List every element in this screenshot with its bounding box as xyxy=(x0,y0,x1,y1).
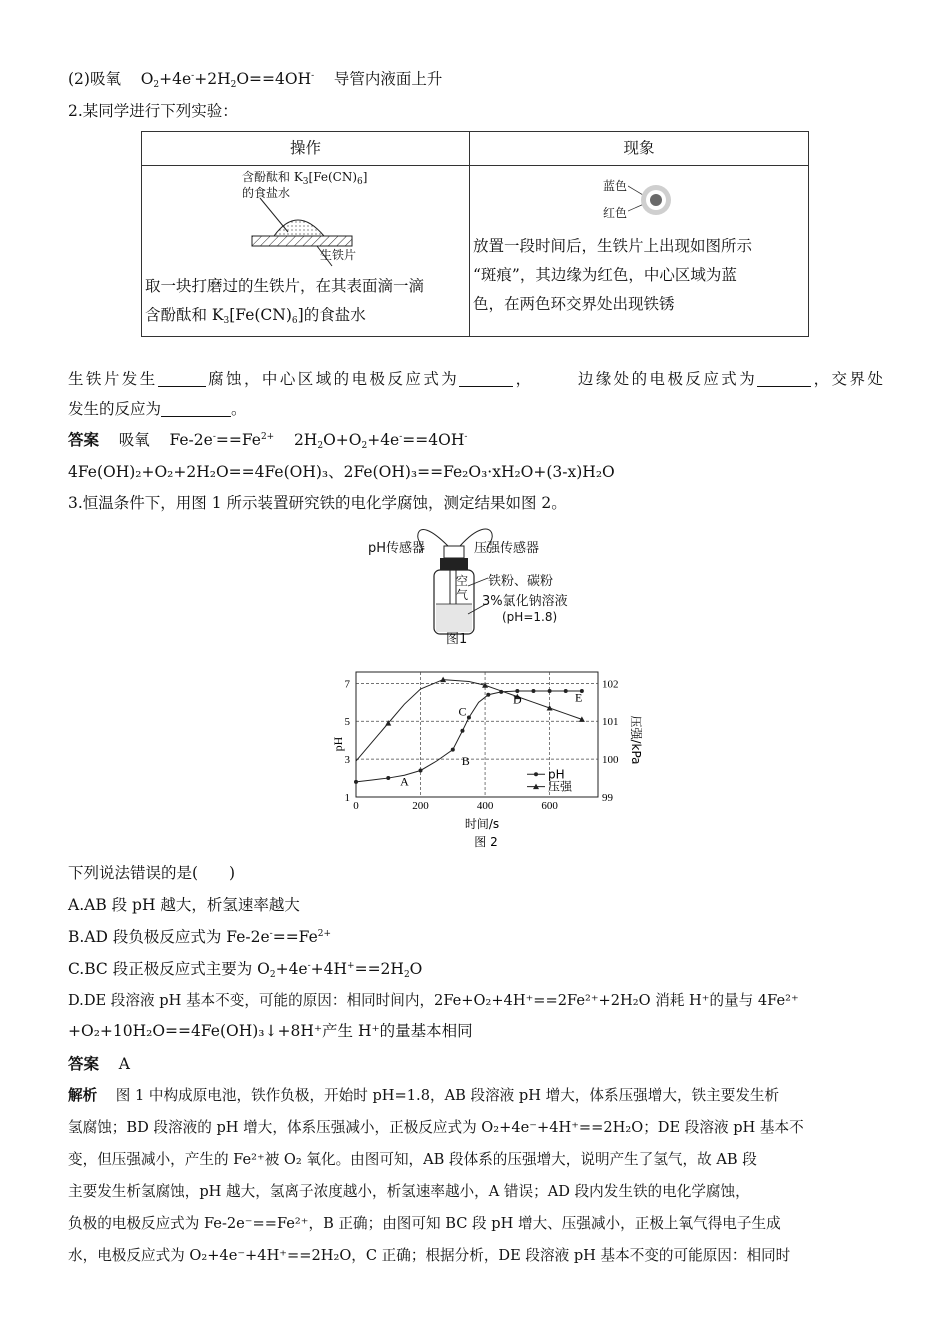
legend-ph-marker xyxy=(534,772,538,776)
y-axis-label: pH xyxy=(331,736,345,752)
analysis-line-3: 变，但压强减小，产生的 Fe²⁺被 O₂ 氧化。由图可知，AB 段体系的压强增大，说明产生了氢气，故 AB 段 xyxy=(68,1151,757,1168)
text-segment: O xyxy=(409,960,423,978)
x-tick-label: 0 xyxy=(353,800,359,812)
text-segment: ， xyxy=(513,370,534,388)
series-ph-point xyxy=(354,780,358,784)
x-tick-label: 600 xyxy=(541,800,558,812)
text-segment: C.BC 段正极反应式主要为 O xyxy=(68,960,270,978)
blue-label: 蓝色 xyxy=(603,179,628,193)
y2-tick-label: 100 xyxy=(602,754,619,767)
text-segment: +4e xyxy=(159,70,192,88)
text-segment: 的食盐水 xyxy=(242,186,291,200)
air-label: 空气 xyxy=(456,574,469,602)
text-segment: B.AD 段负极反应式为 Fe-2e xyxy=(68,928,270,946)
y2-tick-label: 99 xyxy=(602,792,613,804)
text-segment: 发生的反应为 xyxy=(68,400,162,418)
text-segment: ]的食盐水 xyxy=(297,306,366,324)
text-segment: 图 1 中构成原电池，铁作负极，开始时 pH=1.8，AB 段溶液 pH 增大，体系压强增大，铁主要发生析 xyxy=(115,1087,780,1104)
series-ph-point xyxy=(486,693,490,697)
text-segment: +2H xyxy=(194,70,231,88)
answer-2-line1: 答案 吸氧 $Fe-2e^-==Fe^{2+}$ $2H_2O+O_2+4e^-==4OH^-$ xyxy=(68,430,468,451)
point-label: C xyxy=(458,704,467,719)
text-segment: ==4OH xyxy=(402,431,465,449)
option-d-line2: +O₂+10H₂O==4Fe(OH)₃↓+8H⁺产生 H⁺的量基本相同 xyxy=(68,1022,473,1040)
legend-ph-label: pH xyxy=(548,767,565,782)
series-ph-point xyxy=(467,715,471,719)
text-segment: 2H xyxy=(293,431,318,449)
text-segment: +4H xyxy=(310,960,348,978)
text-segment: 取一块打磨过的生铁片，在其表面滴一滴 xyxy=(145,277,425,295)
text-segment: ] xyxy=(362,170,368,184)
option-c: C.BC 段正极反应式主要为 $O_2+4e^-+4H^+==2H_2O$ xyxy=(68,960,423,980)
analysis-line-5: 负极的电极反应式为 Fe-2e⁻==Fe²⁺，B 正确；由图可知 BC 段 pH 增大、压强减小，正极上氧气得电子生成 xyxy=(68,1215,781,1232)
answer-blank xyxy=(459,370,513,387)
text-segment: ，交界处 xyxy=(811,370,883,388)
plot-area xyxy=(345,672,620,812)
ph-value-label: (pH=1.8) xyxy=(502,610,558,624)
point-label: B xyxy=(461,753,470,768)
option-a: A.AB 段 pH 越大，析氢速率越大 xyxy=(68,896,300,914)
text-segment: “斑痕”，其边缘为红色，中心区域为蓝 xyxy=(473,266,737,284)
text-segment: ==Fe xyxy=(272,928,318,946)
text-segment: 含酚酞和 K xyxy=(242,170,303,184)
text-segment: ==2H xyxy=(354,960,404,978)
answer-label: 答案 xyxy=(68,1054,100,1073)
table-header-operation: 操作 xyxy=(142,132,470,166)
x-tick-label: 200 xyxy=(412,800,429,812)
question-3-title: 3.恒温条件下，用图 1 所示装置研究铁的电化学腐蚀，测定结果如图 2。 xyxy=(68,494,567,512)
answer-label: 答案 xyxy=(68,430,100,449)
y-tick-label: 1 xyxy=(344,792,350,804)
iron-sheet-label: 生铁片 xyxy=(320,248,357,262)
point-label: D xyxy=(512,692,522,707)
series-ph-point xyxy=(386,776,390,780)
point-label: A xyxy=(400,774,409,789)
text-segment: 放置一段时间后，生铁片上出现如图所示 xyxy=(473,237,753,255)
answer-blank xyxy=(158,370,206,387)
text-segment: 边缘处的电极反应式为 xyxy=(577,370,758,388)
legend-pressure-label: 压强 xyxy=(548,779,573,794)
question-2-fill xyxy=(68,368,883,390)
answer-value: A xyxy=(118,1055,130,1073)
rust-spot-diagram xyxy=(628,176,678,222)
analysis-line-6: 水，电极反应式为 O₂+4e⁻+4H⁺==2H₂O，C 正确；根据分析，DE 段溶液 pH 基本不变的可能原因：相同时 xyxy=(68,1247,791,1264)
text-segment: [Fe(CN) xyxy=(229,306,292,324)
point-label: E xyxy=(574,690,583,705)
table-header-phenomenon: 现象 xyxy=(470,132,809,166)
series-ph-point xyxy=(460,729,464,733)
operation-cell xyxy=(142,166,470,337)
text-segment: 生铁片发生 xyxy=(68,370,158,388)
text-segment: ==Fe xyxy=(215,431,261,449)
answer-line-2: (2)吸氧 $O_2+4e^-+2H_2O==4OH^-$ 导管内液面上升 xyxy=(68,70,443,90)
analysis-line-2: 氢腐蚀；BD 段溶液的 pH 增大，体系压强减小，正极反应式为 O₂+4e⁻+4H⁺==2H₂O；DE 段溶液 pH 基本不 xyxy=(68,1119,804,1136)
figure-2-chart xyxy=(326,662,646,858)
question-3-ask: 下列说法错误的是( ) xyxy=(68,864,236,882)
experiment-table xyxy=(141,131,809,337)
text-segment: O+O xyxy=(323,431,362,449)
powder-label: 铁粉、碳粉 xyxy=(488,574,554,589)
text-segment: +4e xyxy=(275,960,308,978)
text-segment: 吸氧 xyxy=(118,431,150,449)
option-b: B.AD 段负极反应式为 $Fe-2e^-==Fe^{2+}$ xyxy=(68,928,332,946)
text-segment: 。 xyxy=(231,400,247,418)
x-axis-label: 时间/s xyxy=(464,817,500,831)
figure-2-caption: 图 2 xyxy=(474,835,498,849)
text-segment: +4e xyxy=(367,431,400,449)
question-2-fill-cont xyxy=(68,398,247,420)
y-tick-label: 3 xyxy=(344,754,350,767)
series-ph-point xyxy=(451,748,455,752)
y2-axis-label: 压强/kPa xyxy=(629,715,643,765)
text-segment: O==4OH xyxy=(236,70,312,88)
text-segment: O xyxy=(140,70,154,88)
text-segment: 含酚酞和 K xyxy=(145,306,224,324)
text-segment: 导管内液面上升 xyxy=(333,70,443,88)
phenomenon-text xyxy=(473,232,804,319)
series-ph-point xyxy=(419,768,423,772)
option-d-line1: D.DE 段溶液 pH 基本不变，可能的原因：相同时间内，2Fe+O₂+4H⁺==2Fe²⁺+2H₂O 消耗 H⁺的量与 4Fe²⁺ xyxy=(68,992,799,1009)
text-segment: 色，在两色环交界处出现铁锈 xyxy=(473,295,675,313)
series-ph-point xyxy=(564,689,568,693)
text-segment: (2)吸氧 xyxy=(68,70,121,88)
answer-3 xyxy=(68,1053,130,1075)
analysis-line-4: 主要发生析氢腐蚀，pH 越大，氢离子浓度越小，析氢速率越小，A 错误；AD 段内发生铁的电化学腐蚀， xyxy=(68,1183,750,1200)
text-segment: [Fe(CN) xyxy=(308,170,358,184)
answer-blank xyxy=(757,370,811,387)
text-segment: Fe-2e xyxy=(169,431,213,449)
series-ph-point xyxy=(531,689,535,693)
answer-blank xyxy=(161,400,231,417)
text-segment: 腐蚀，中心区域的电极反应式为 xyxy=(205,370,460,388)
solution-label: 3%氯化钠溶液 xyxy=(482,594,568,609)
operation-text: 取一块打磨过的生铁片，在其表面滴一滴 含酚酞和 $K_3[Fe(CN)_6]$的食盐水 xyxy=(145,277,425,326)
ph-sensor-label: pH传感器 xyxy=(368,541,426,556)
figure-1-caption: 图1 xyxy=(446,632,468,647)
text-segment: 6 xyxy=(357,177,363,187)
series-ph-point xyxy=(548,689,552,693)
y-tick-label: 7 xyxy=(344,678,350,691)
x-tick-label: 400 xyxy=(476,800,494,812)
answer-2-line2: 4Fe(OH)₂+O₂+2H₂O==4Fe(OH)₃、2Fe(OH)₃==Fe₂O₃·xH₂O+(3-x)H₂O xyxy=(68,463,615,481)
text-segment: 3 xyxy=(302,177,309,187)
y2-tick-label: 101 xyxy=(602,716,619,729)
figure-1-apparatus xyxy=(360,524,600,654)
red-label: 红色 xyxy=(603,206,628,220)
y2-tick-label: 102 xyxy=(602,678,619,691)
y-tick-label: 5 xyxy=(344,716,350,729)
phenomenon-cell xyxy=(470,166,809,337)
pressure-sensor-label: 压强传感器 xyxy=(474,541,540,556)
analysis-line-1 xyxy=(68,1085,779,1107)
question-2-title: 2.某同学进行下列实验： xyxy=(68,102,238,120)
analysis-label: 解析 xyxy=(68,1087,98,1104)
droplet-on-iron-diagram xyxy=(242,196,372,276)
